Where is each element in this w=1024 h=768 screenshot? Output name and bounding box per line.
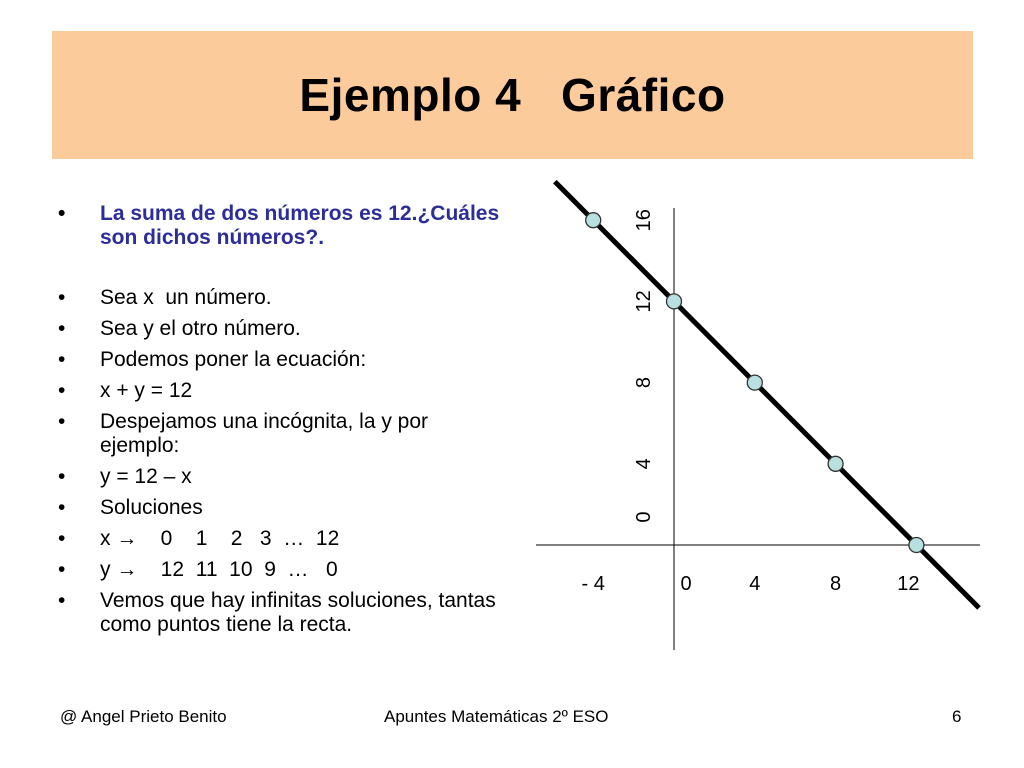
x-tick-label: 0 (680, 573, 692, 595)
title-bar (52, 31, 973, 159)
bullet-item: • Soluciones (58, 496, 513, 520)
data-point (586, 213, 601, 228)
x-tick-label: - 4 (581, 573, 605, 595)
bullet-item: • Vemos que hay infinitas soluciones, tantas como puntos tiene la recta. (58, 589, 513, 637)
data-point (747, 375, 762, 390)
bullet-item: • Despejamos una incógnita, la y por ejemplo: (58, 410, 513, 458)
bullet-item: • y → 12 11 10 9 … 0 (58, 558, 513, 582)
slide-title: Ejemplo 4 Gráfico (299, 69, 726, 121)
x-tick-label: 12 (897, 573, 920, 595)
x-tick-label: 8 (830, 573, 842, 595)
bullet-item: • y = 12 – x (58, 465, 513, 489)
bullet-item: • Sea y el otro número. (58, 317, 513, 341)
footer-page-number: 6 (952, 707, 962, 726)
y-tick-label: 8 (633, 377, 655, 389)
data-point (909, 538, 924, 553)
y-tick-label: 0 (633, 511, 655, 523)
bullet-item: • x + y = 12 (58, 379, 513, 403)
bullet-list (58, 202, 513, 644)
bullet-question: • La suma de dos números es 12.¿Cuáles son dichos números?. (58, 202, 513, 250)
x-tick-label: 4 (749, 573, 761, 595)
y-tick-label: 12 (633, 290, 655, 313)
y-tick-label: 16 (633, 209, 655, 232)
bullet-item: • Sea x un número. (58, 286, 513, 310)
line-graph (520, 170, 990, 660)
footer-course: Apuntes Matemáticas 2º ESO (384, 707, 609, 726)
bullet-item: • x → 0 1 2 3 … 12 (58, 527, 513, 551)
y-tick-label: 4 (633, 458, 655, 470)
bullet-item: • Podemos poner la ecuación: (58, 348, 513, 372)
data-point (828, 456, 843, 471)
footer-author: @ Angel Prieto Benito (60, 707, 227, 726)
data-point (667, 294, 682, 309)
